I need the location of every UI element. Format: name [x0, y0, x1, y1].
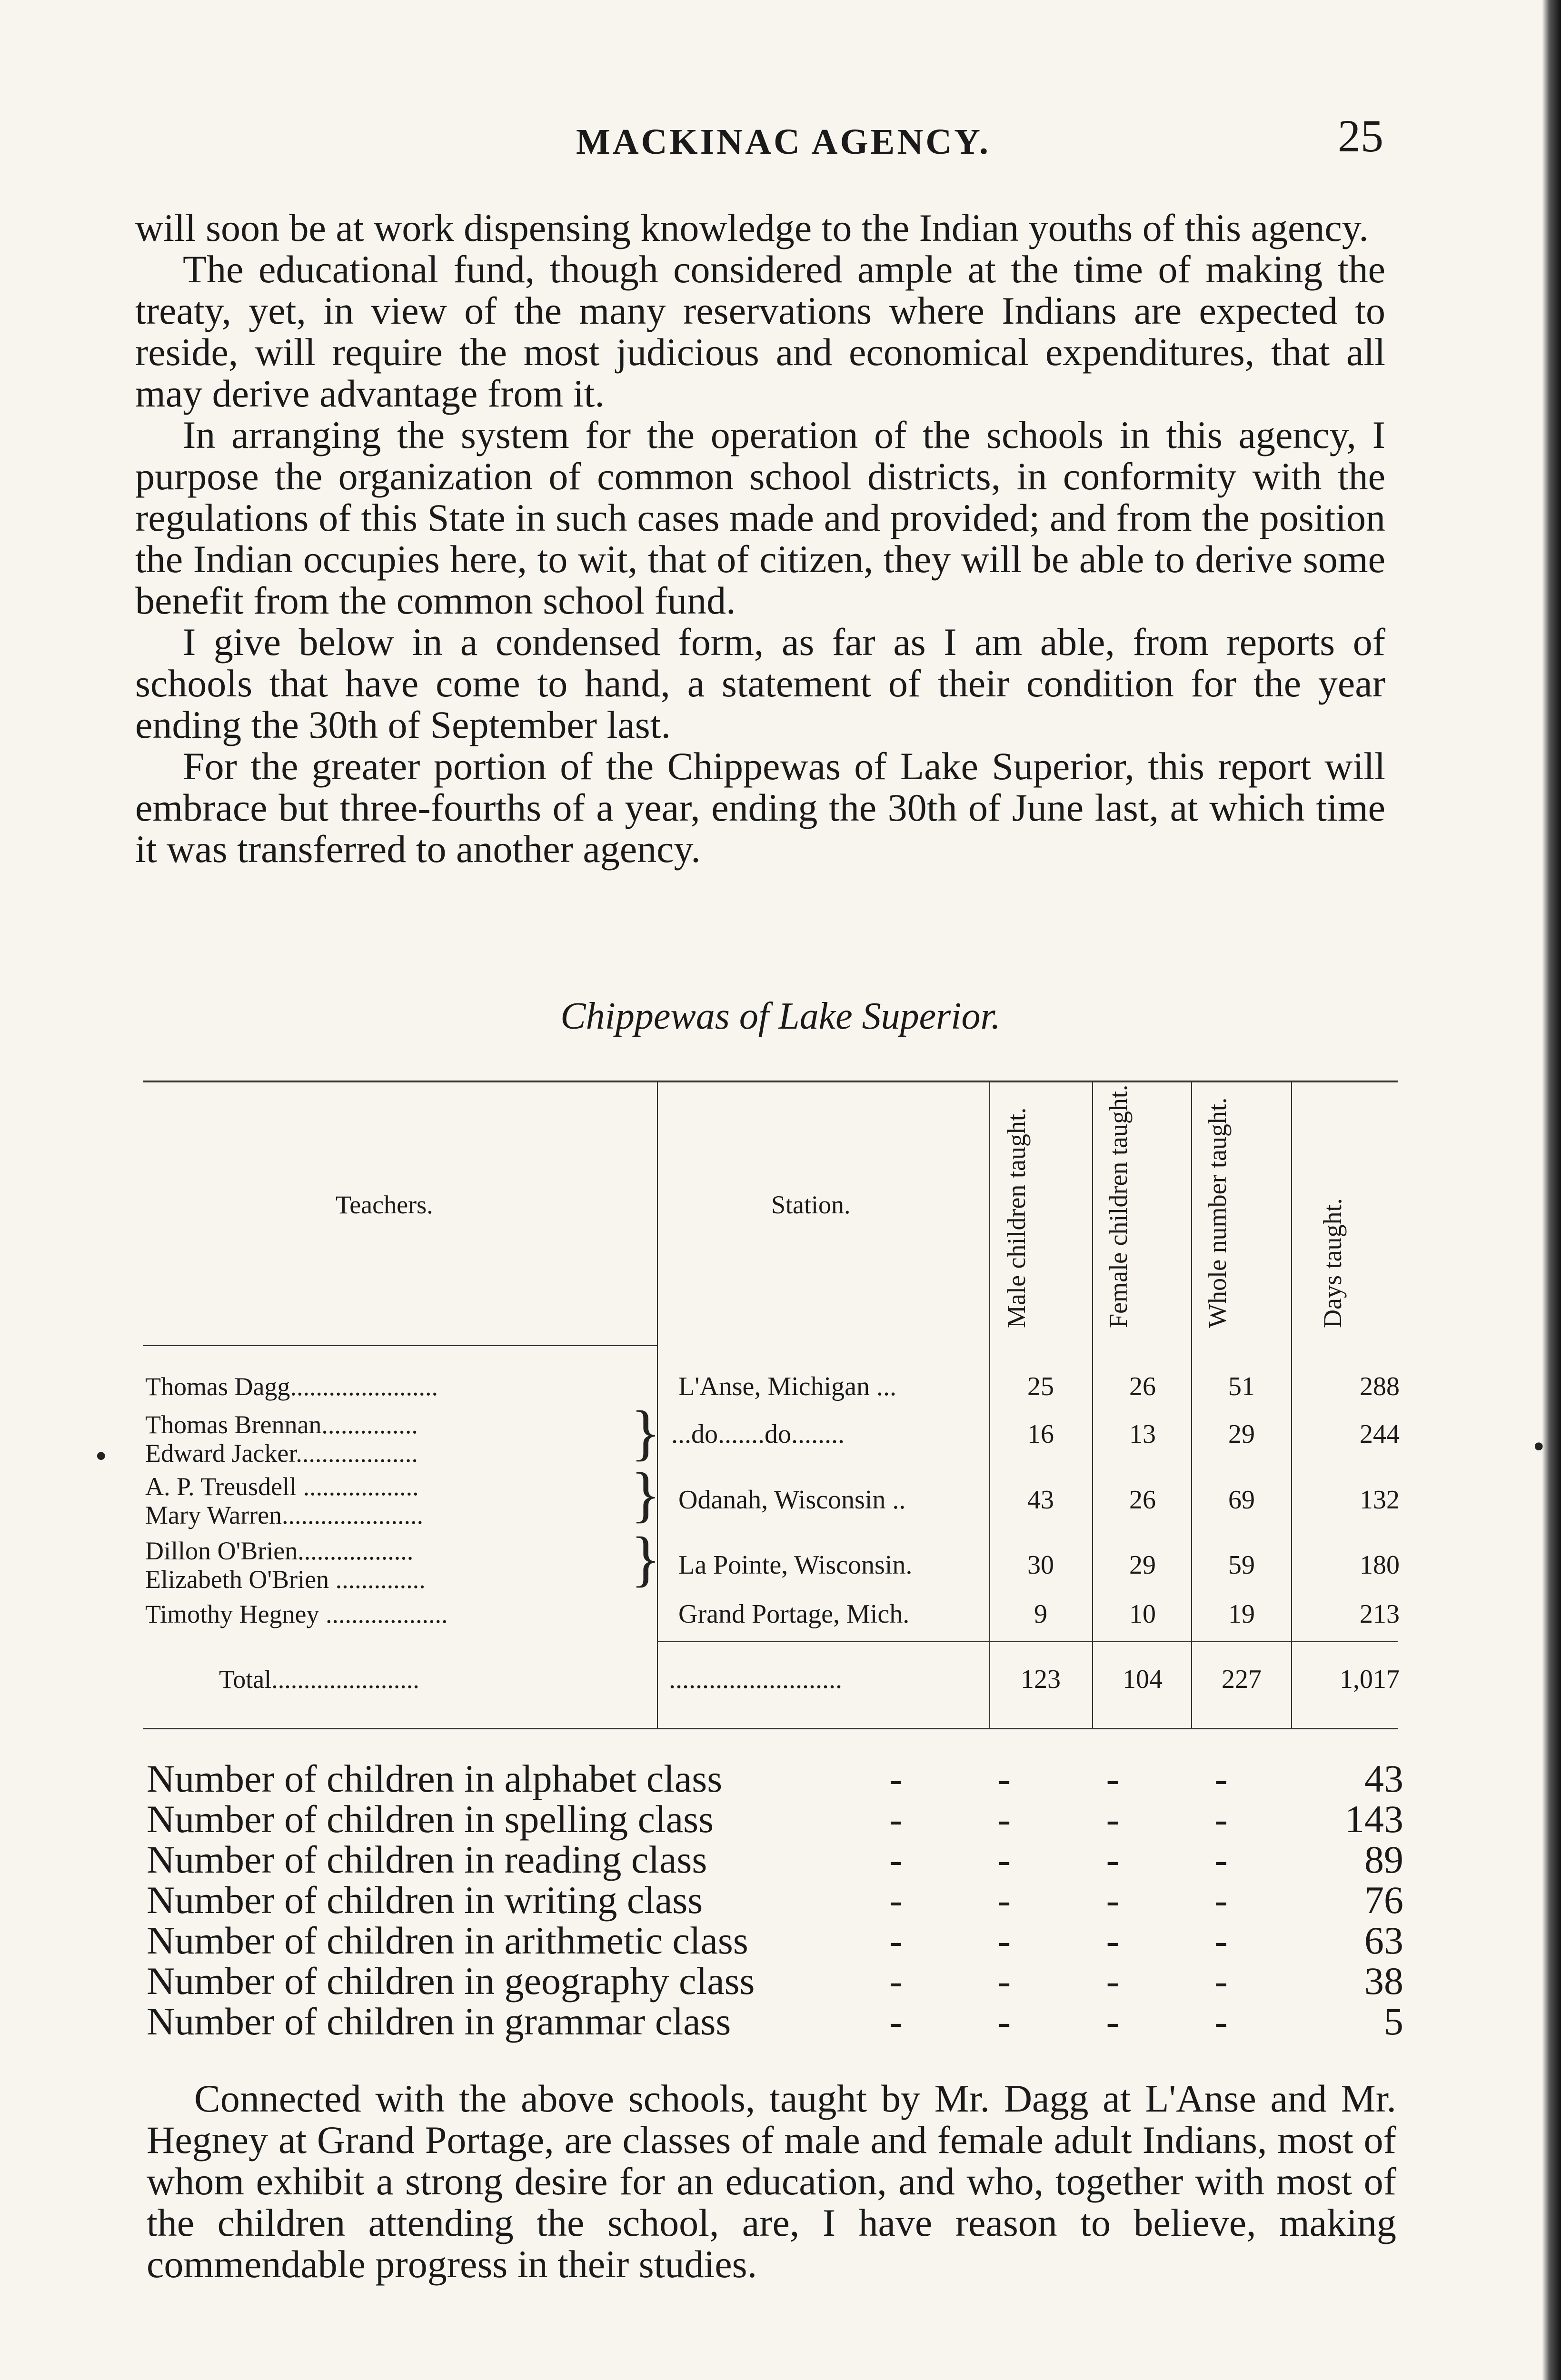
- paragraph: Connected with the above schools, taught by Mr. Dagg at L'Anse and Mr. Hegney at Grand Portage, are classes of male and female adult Indians, most of whom exhibit a strong desire for an education, and who, together with most of the children attending the school, are, I have reason to believe, making commendable progress in their studies.: [147, 2077, 1396, 2286]
- teacher-name: Timothy Hegney ...................: [145, 1600, 448, 1628]
- male-count: 43: [1027, 1485, 1054, 1515]
- brace: }: [631, 1460, 661, 1529]
- whole-count: 69: [1228, 1485, 1255, 1515]
- header-male-children: Male children taught.: [1002, 1107, 1031, 1328]
- male-count: 16: [1027, 1419, 1054, 1449]
- page-edge-shadow: [1542, 0, 1561, 2380]
- whole-count: 59: [1228, 1550, 1255, 1580]
- days-count: 180: [1360, 1550, 1400, 1580]
- margin-mark: •: [95, 1438, 107, 1475]
- brace: }: [631, 1525, 661, 1593]
- station: La Pointe, Wisconsin.: [678, 1550, 913, 1580]
- class-counts: [147, 1756, 1403, 2043]
- total-whole: 227: [1222, 1665, 1262, 1694]
- total-label: Total.......................: [219, 1665, 419, 1694]
- body-text: [135, 207, 1385, 870]
- class-row: Number of children in alphabet class - - - - 43: [147, 1757, 1403, 1800]
- table-bottom-rule: [143, 1728, 1398, 1729]
- class-row: Number of children in arithmetic class - - - - 63: [147, 1919, 1403, 1962]
- column-divider: [1092, 1081, 1093, 1728]
- brace: }: [631, 1398, 661, 1467]
- female-count: 10: [1129, 1599, 1156, 1629]
- margin-mark: •: [1533, 1428, 1545, 1465]
- female-count: 13: [1129, 1419, 1156, 1449]
- teacher-name: Thomas Brennan...............: [145, 1410, 418, 1439]
- leader-dots: ......: [725, 1419, 765, 1449]
- leader-dots: .......: [798, 1419, 845, 1449]
- days-count: 213: [1360, 1599, 1400, 1629]
- male-count: 25: [1027, 1372, 1054, 1401]
- total-rule: [657, 1641, 1398, 1642]
- female-count: 26: [1129, 1485, 1156, 1515]
- class-row: Number of children in grammar class - - - - 5: [147, 2000, 1403, 2043]
- paragraph: For the greater portion of the Chippewas of Lake Superior, this report will embrace but three-fourths of a year, ending the 30th of June last, at which time it was transferred to another agency.: [135, 744, 1385, 871]
- header-days-taught: Days taught.: [1318, 1198, 1347, 1328]
- teacher-name: Elizabeth O'Brien ..............: [145, 1565, 426, 1594]
- running-head: MACKINAC AGENCY.: [576, 122, 991, 162]
- closing-text: [147, 2078, 1396, 2285]
- header-rule: [143, 1345, 657, 1346]
- station-blank: ..........................: [669, 1665, 842, 1694]
- teacher-name: Thomas Dagg.......................: [145, 1372, 438, 1401]
- leader-dots: ...............: [321, 1410, 418, 1439]
- leader-dots: ..................: [297, 1472, 419, 1501]
- female-count: 26: [1129, 1372, 1156, 1401]
- paragraph: I give below in a condensed form, as far as I am able, from reports of schools that have come to hand, a statement of their condition for the year ending the 30th of September last.: [135, 620, 1385, 746]
- leader-dots: ..................: [298, 1537, 414, 1565]
- leader-dots: ..............: [329, 1565, 426, 1594]
- header-station: Station.: [771, 1190, 851, 1219]
- teacher-name: Dillon O'Brien..................: [145, 1537, 414, 1565]
- leader-dots: ...................: [319, 1600, 448, 1628]
- station: L'Anse, Michigan ...: [678, 1372, 897, 1401]
- whole-count: 51: [1228, 1372, 1255, 1401]
- header-teachers: Teachers.: [336, 1190, 433, 1219]
- paragraph: will soon be at work dispensing knowledge to the Indian youths of this agency.: [135, 206, 1369, 249]
- column-divider: [989, 1081, 990, 1728]
- column-divider: [1191, 1081, 1192, 1728]
- teacher-name: Edward Jacker...................: [145, 1439, 418, 1468]
- total-days: 1,017: [1340, 1665, 1400, 1694]
- header-whole-number: Whole number taught.: [1203, 1097, 1232, 1328]
- whole-count: 19: [1228, 1599, 1255, 1629]
- leader-dots: .......................: [290, 1372, 438, 1401]
- leader-dots: ..: [885, 1485, 906, 1515]
- column-divider: [1291, 1081, 1292, 1728]
- leader-dots: .: [905, 1550, 913, 1580]
- teacher-name: A. P. Treusdell ..................: [145, 1472, 419, 1501]
- whole-count: 29: [1228, 1419, 1255, 1449]
- male-count: 30: [1027, 1550, 1054, 1580]
- total-female: 104: [1123, 1665, 1163, 1694]
- class-row: Number of children in writing class - - - - 76: [147, 1878, 1403, 1922]
- station: Odanah, Wisconsin ..: [678, 1485, 906, 1515]
- header-female-children: Female children taught.: [1104, 1084, 1133, 1328]
- leader-dots: ...: [870, 1372, 897, 1401]
- class-row: Number of children in reading class - - - - 89: [147, 1838, 1403, 1881]
- station: Grand Portage, Mich.: [678, 1599, 910, 1629]
- paragraph: In arranging the system for the operation of the schools in this agency, I purpose the organization of common school districts, in conformity with the regulations of this State in such cases made and provided; and from the position the Indian occupies here, to wit, that of citizen, they will be able to derive some benefit from the common school fund.: [135, 413, 1385, 622]
- days-count: 288: [1360, 1372, 1400, 1401]
- class-row: Number of children in geography class - - - - 38: [147, 1959, 1403, 2003]
- station: ...do.......do........: [671, 1419, 845, 1449]
- male-count: 9: [1034, 1599, 1047, 1629]
- paragraph: The educational fund, though considered ample at the time of making the treaty, yet, in view of the many reservations where Indians are expected to reside, will require the most judicious and economical expenditures, that all may derive advantage from it.: [135, 248, 1385, 415]
- leader-dots: .......................: [271, 1665, 419, 1694]
- days-count: 244: [1360, 1419, 1400, 1449]
- class-row: Number of children in spelling class - - - - 143: [147, 1797, 1403, 1841]
- leader-dots: ...: [671, 1419, 691, 1449]
- table-title: Chippewas of Lake Superior.: [560, 995, 1001, 1037]
- days-count: 132: [1360, 1485, 1400, 1515]
- teacher-name: Mary Warren......................: [145, 1501, 424, 1529]
- female-count: 29: [1129, 1550, 1156, 1580]
- leader-dots: ......................: [282, 1501, 424, 1529]
- page-number: 25: [1338, 110, 1383, 161]
- leader-dots: ...................: [296, 1439, 418, 1468]
- total-male: 123: [1021, 1665, 1061, 1694]
